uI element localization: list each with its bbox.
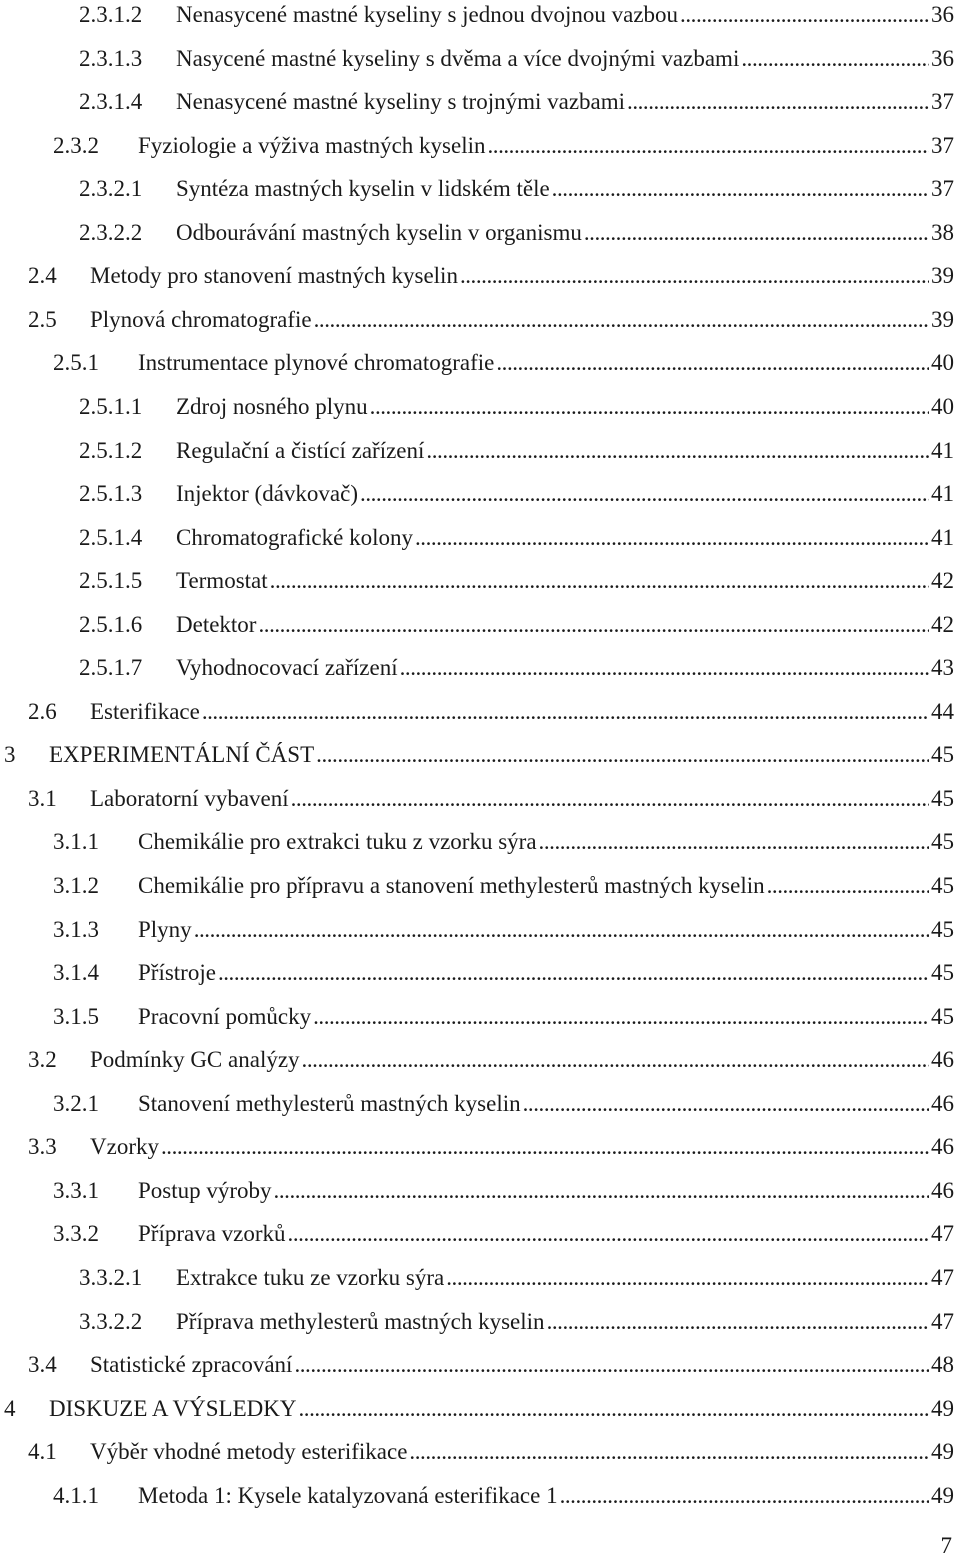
- toc-entry-title: Nenasycené mastné kyseliny s trojnými vazbami: [176, 89, 626, 115]
- toc-entry-page: 46: [931, 1047, 954, 1073]
- toc-entry-number: 4.1: [28, 1439, 57, 1465]
- toc-dot-leader: [258, 610, 929, 640]
- toc-entry-title: EXPERIMENTÁLNÍ ČÁST: [49, 742, 315, 768]
- toc-entry[interactable]: [28, 784, 954, 814]
- toc-entry-page: 45: [931, 960, 954, 986]
- toc-entry-number: 4.1.1: [53, 1482, 99, 1508]
- toc-dot-leader: [552, 174, 929, 204]
- toc-entry-number: 2.3.2: [53, 132, 99, 158]
- toc-entry[interactable]: [79, 436, 954, 466]
- toc-entry-number: 3.3.2.2: [79, 1308, 143, 1334]
- toc-dot-leader: [313, 1002, 929, 1032]
- toc-entry[interactable]: [53, 1481, 954, 1511]
- toc-dot-leader: [415, 523, 929, 553]
- toc-entry-title: Fyziologie a výživa mastných kyselin: [138, 132, 486, 158]
- toc-entry-number: 2.3.2.1: [79, 176, 143, 202]
- toc-entry-page: 41: [931, 481, 954, 507]
- toc-entry-title: Injektor (dávkovač): [176, 481, 359, 507]
- toc-entry[interactable]: [4, 1394, 954, 1424]
- toc-entry-title: Syntéza mastných kyselin v lidském těle: [176, 176, 550, 202]
- toc-entry[interactable]: [79, 566, 954, 596]
- toc-entry-title: Esterifikace: [90, 698, 200, 724]
- toc-entry-title: Příprava vzorků: [138, 1221, 286, 1247]
- toc-entry-title: Instrumentace plynové chromatografie: [138, 350, 495, 376]
- toc-entry[interactable]: [53, 131, 954, 161]
- toc-entry-page: 37: [931, 89, 954, 115]
- toc-entry[interactable]: [79, 523, 954, 553]
- toc-entry-number: 2.5.1.3: [79, 481, 143, 507]
- toc-entry-page: 41: [931, 524, 954, 550]
- page-number: 7: [940, 1533, 952, 1558]
- toc-entry[interactable]: [53, 1002, 954, 1032]
- toc-entry-title: Extrakce tuku ze vzorku sýra: [176, 1264, 445, 1290]
- toc-entry[interactable]: [79, 479, 954, 509]
- toc-entry[interactable]: [53, 915, 954, 945]
- toc-entry-page: 45: [931, 785, 954, 811]
- toc-dot-leader: [360, 479, 929, 509]
- toc-dot-leader: [584, 218, 929, 248]
- toc-entry-title: Plynová chromatografie: [90, 306, 312, 332]
- toc-entry-number: 3.3: [28, 1134, 57, 1160]
- toc-entry-page: 37: [931, 132, 954, 158]
- toc-entry-page: 42: [931, 568, 954, 594]
- toc-entry-page: 46: [931, 1177, 954, 1203]
- toc-entry-title: DISKUZE A VÝSLEDKY: [49, 1395, 297, 1421]
- toc-entry-page: 45: [931, 916, 954, 942]
- toc-entry-number: 3.3.2: [53, 1221, 99, 1247]
- toc-entry-page: 43: [931, 655, 954, 681]
- toc-entry-title: Chromatografické kolony: [176, 524, 413, 550]
- toc-entry-page: 47: [931, 1221, 954, 1247]
- toc-dot-leader: [316, 740, 929, 770]
- toc-entry-page: 49: [931, 1395, 954, 1421]
- toc-entry-number: 2.3.1.2: [79, 2, 143, 27]
- toc-dot-leader: [161, 1132, 929, 1162]
- toc-entry-number: 2.5.1.2: [79, 437, 143, 463]
- toc-entry-title: Postup výroby: [138, 1177, 272, 1203]
- toc-entry[interactable]: [53, 1176, 954, 1206]
- toc-entry-number: 3: [4, 742, 16, 768]
- toc-entry[interactable]: [28, 261, 954, 291]
- toc-entry-number: 3.3.2.1: [79, 1264, 143, 1290]
- toc-entry-title: Chemikálie pro přípravu a stanovení methylesterů mastných kyselin: [138, 873, 765, 898]
- toc-entry-page: 44: [931, 698, 954, 724]
- toc-entry-number: 2.5.1: [53, 350, 99, 376]
- toc-entry-page: 45: [931, 742, 954, 768]
- toc-dot-leader: [298, 1394, 929, 1424]
- toc-entry[interactable]: [79, 174, 954, 204]
- toc-entry-number: 3.4: [28, 1352, 57, 1378]
- toc-dot-leader: [741, 44, 929, 74]
- toc-entry[interactable]: [28, 1437, 954, 1467]
- toc-dot-leader: [547, 1307, 929, 1337]
- toc-entry[interactable]: [53, 827, 954, 857]
- toc-dot-leader: [370, 392, 929, 422]
- toc-entry-title: Detektor: [176, 611, 257, 637]
- toc-entry-title: Pracovní pomůcky: [138, 1003, 312, 1029]
- toc-entry-title: Vyhodnocovací zařízení: [176, 655, 398, 681]
- toc-entry-title: Regulační a čistící zařízení: [176, 437, 425, 463]
- toc-dot-leader: [523, 1089, 929, 1119]
- toc-entry-number: 3.1: [28, 785, 57, 811]
- toc-entry[interactable]: [79, 218, 954, 248]
- toc-entry[interactable]: [79, 1263, 954, 1293]
- toc-dot-leader: [627, 87, 929, 117]
- toc-entry[interactable]: [79, 392, 954, 422]
- toc-entry[interactable]: [28, 1350, 954, 1380]
- toc-dot-leader: [409, 1437, 929, 1467]
- toc-entry-number: 3.1.4: [53, 960, 99, 986]
- toc-entry-page: 36: [931, 45, 954, 71]
- toc-entry-page: 41: [931, 437, 954, 463]
- toc-entry-number: 3.1.1: [53, 829, 99, 855]
- toc-entry[interactable]: [79, 44, 954, 74]
- toc-entry-title: Termostat: [176, 568, 268, 594]
- toc-entry-title: Zdroj nosného plynu: [176, 393, 368, 419]
- toc-entry-page: 46: [931, 1134, 954, 1160]
- toc-entry[interactable]: [28, 305, 954, 335]
- toc-entry-page: 42: [931, 611, 954, 637]
- toc-dot-leader: [314, 305, 929, 335]
- toc-dot-leader: [294, 1350, 929, 1380]
- toc-dot-leader: [496, 348, 929, 378]
- toc-entry[interactable]: [53, 1089, 954, 1119]
- toc-entry-page: 45: [931, 1003, 954, 1029]
- toc-entry-title: Nasycené mastné kyseliny s dvěma a více dvojnými vazbami: [176, 45, 740, 71]
- toc-entry-page: 49: [931, 1439, 954, 1465]
- toc-entry-number: 2.3.1.4: [79, 89, 143, 115]
- toc-dot-leader: [194, 915, 929, 945]
- toc-entry-title: Podmínky GC analýzy: [90, 1047, 300, 1073]
- toc-entry-number: 2.5: [28, 306, 57, 332]
- toc-entry-page: 49: [931, 1482, 954, 1508]
- toc-entry[interactable]: [28, 697, 954, 727]
- toc-entry-page: 40: [931, 350, 954, 376]
- toc-entry-title: Nenasycené mastné kyseliny s jednou dvojnou vazbou: [176, 2, 679, 27]
- toc-entry-title: Stanovení methylesterů mastných kyselin: [138, 1090, 521, 1116]
- toc-dot-leader: [291, 784, 929, 814]
- toc-dot-leader: [560, 1481, 929, 1511]
- toc-entry-page: 36: [931, 2, 954, 27]
- toc-entry-number: 3.2: [28, 1047, 57, 1073]
- toc-entry-title: Vzorky: [90, 1134, 159, 1160]
- toc-entry-number: 3.2.1: [53, 1090, 99, 1116]
- toc-entry-page: 47: [931, 1264, 954, 1290]
- toc-entry-page: 47: [931, 1308, 954, 1334]
- toc-entry-number: 2.5.1.7: [79, 655, 143, 681]
- toc-entry-number: 3.3.1: [53, 1177, 99, 1203]
- toc-dot-leader: [539, 827, 929, 857]
- toc-entry-page: 46: [931, 1090, 954, 1116]
- toc-entry-title: Plyny: [138, 916, 192, 942]
- toc-dot-leader: [274, 1176, 929, 1206]
- toc-dot-leader: [446, 1263, 929, 1293]
- toc-entry-number: 2.3.1.3: [79, 45, 143, 71]
- toc-dot-leader: [270, 566, 929, 596]
- toc-dot-leader: [460, 261, 929, 291]
- toc-entry-page: 39: [931, 306, 954, 332]
- toc-entry-title: Přístroje: [138, 960, 216, 986]
- toc-entry-number: 3.1.3: [53, 916, 99, 942]
- toc-entry-page: 48: [931, 1352, 954, 1378]
- toc-entry-number: 2.5.1.1: [79, 393, 143, 419]
- toc-entry-number: 3.1.5: [53, 1003, 99, 1029]
- toc-entry-page: 37: [931, 176, 954, 202]
- toc-entry[interactable]: [4, 740, 954, 770]
- toc-dot-leader: [680, 0, 929, 30]
- toc-dot-leader: [302, 1045, 929, 1075]
- toc-entry-title: Statistické zpracování: [90, 1352, 293, 1378]
- toc-entry-page: 45: [931, 829, 954, 855]
- toc-entry-title: Laboratorní vybavení: [90, 785, 289, 811]
- toc-entry[interactable]: [79, 87, 954, 117]
- toc-entry-number: 2.5.1.4: [79, 524, 143, 550]
- toc-entry-page: 45: [931, 873, 954, 898]
- toc-entry-number: 3.1.2: [53, 873, 99, 898]
- toc-entry[interactable]: [28, 1132, 954, 1162]
- toc-dot-leader: [288, 1219, 929, 1249]
- toc-dot-leader: [767, 871, 929, 901]
- toc-entry-number: 4: [4, 1395, 16, 1421]
- toc-entry[interactable]: [79, 1307, 954, 1337]
- toc-entry[interactable]: [53, 871, 954, 901]
- toc-dot-leader: [202, 697, 929, 727]
- toc-entry-title: Odbourávání mastných kyselin v organismu: [176, 219, 582, 245]
- toc-entry-title: Příprava methylesterů mastných kyselin: [176, 1308, 545, 1334]
- toc-entry-number: 2.4: [28, 263, 57, 289]
- toc-entry-title: Výběr vhodné metody esterifikace: [90, 1439, 408, 1465]
- toc-entry[interactable]: [53, 958, 954, 988]
- toc-entry[interactable]: [28, 1045, 954, 1075]
- toc-entry[interactable]: [79, 653, 954, 683]
- toc-entry-page: 40: [931, 393, 954, 419]
- toc-entry-title: Metody pro stanovení mastných kyselin: [90, 263, 458, 289]
- toc-dot-leader: [426, 436, 929, 466]
- toc-dot-leader: [400, 653, 929, 683]
- toc-entry-title: Chemikálie pro extrakci tuku z vzorku sýra: [138, 829, 537, 855]
- toc-entry[interactable]: [79, 610, 954, 640]
- toc-entry-number: 2.6: [28, 698, 57, 724]
- toc-dot-leader: [487, 131, 929, 161]
- toc-entry-number: 2.5.1.5: [79, 568, 143, 594]
- toc-entry-number: 2.5.1.6: [79, 611, 143, 637]
- toc-entry[interactable]: [53, 1219, 954, 1249]
- toc-entry-title: Metoda 1: Kysele katalyzovaná esterifikace 1: [138, 1482, 558, 1508]
- toc-entry[interactable]: [53, 348, 954, 378]
- toc-entry-page: 38: [931, 219, 954, 245]
- toc-dot-leader: [218, 958, 929, 988]
- toc-entry-number: 2.3.2.2: [79, 219, 143, 245]
- toc-entry[interactable]: [79, 0, 954, 30]
- toc-entry-page: 39: [931, 263, 954, 289]
